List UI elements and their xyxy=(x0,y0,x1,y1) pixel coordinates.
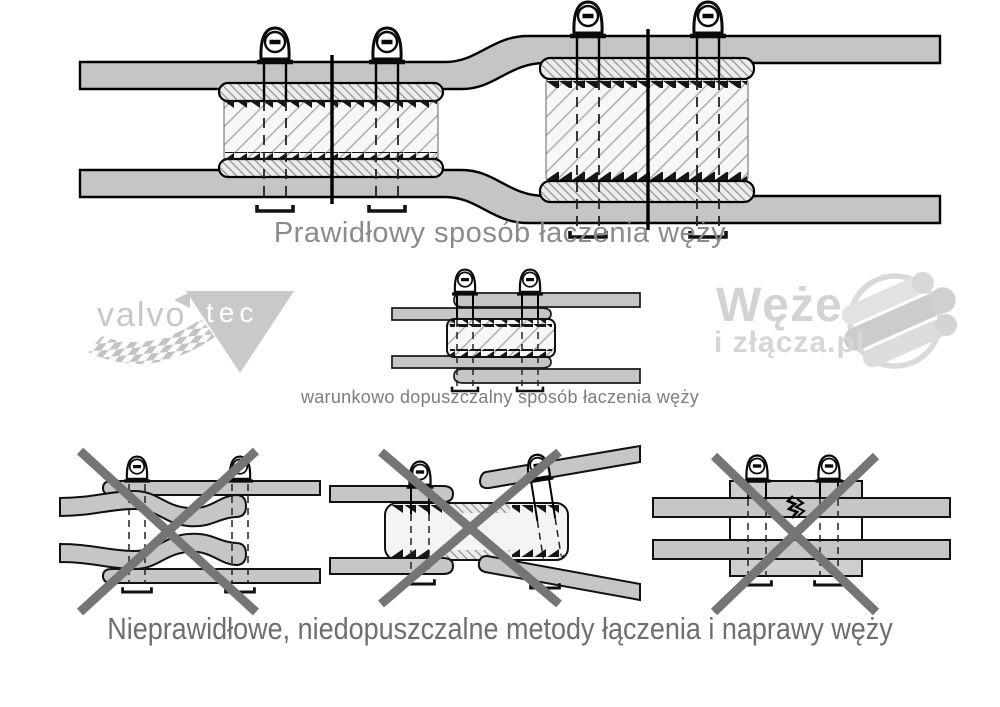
clamp-screw-icon xyxy=(452,270,478,294)
caption-conditional-method: warunkowo dopuszczalny sposób łaczenia węży xyxy=(300,387,700,407)
hose-top-wall xyxy=(80,36,940,89)
weze-logo-subtitle: i złącza.pl xyxy=(714,326,866,359)
caption-incorrect-methods: Nieprawidłowe, niedopuszczalne metody łączenia i naprawy węży xyxy=(107,611,893,646)
valvotec-logo-wordmark: valvo xyxy=(97,296,187,334)
caption-correct-method: Prawidłowy sposób łaczenia węży xyxy=(273,217,727,249)
clamp-screw-icon xyxy=(257,28,293,62)
incorrect-angled-joint-drawing xyxy=(330,446,640,604)
valvotec-logo-triangle-label: tec xyxy=(206,297,259,328)
clamp-screw-icon xyxy=(570,2,606,36)
clamp-screw-icon xyxy=(690,2,726,36)
clamp-screw-icon xyxy=(744,456,771,482)
conditional-connection-drawing xyxy=(392,270,640,391)
clamp-screw-icon xyxy=(369,28,405,62)
prohibition-cross-icon xyxy=(714,456,876,612)
prohibition-cross-icon xyxy=(80,451,256,612)
weze-logo-title: Węże xyxy=(716,279,843,332)
clamp-screw-icon xyxy=(124,457,150,481)
clamp-screw-icon xyxy=(517,270,543,294)
incorrect-repair-patch-drawing xyxy=(653,456,950,613)
correct-connection-drawing xyxy=(80,2,940,237)
hose-bottom-wall xyxy=(80,170,940,223)
clamp-screw-icon xyxy=(816,456,843,482)
incorrect-direct-joint-drawing xyxy=(60,451,320,612)
